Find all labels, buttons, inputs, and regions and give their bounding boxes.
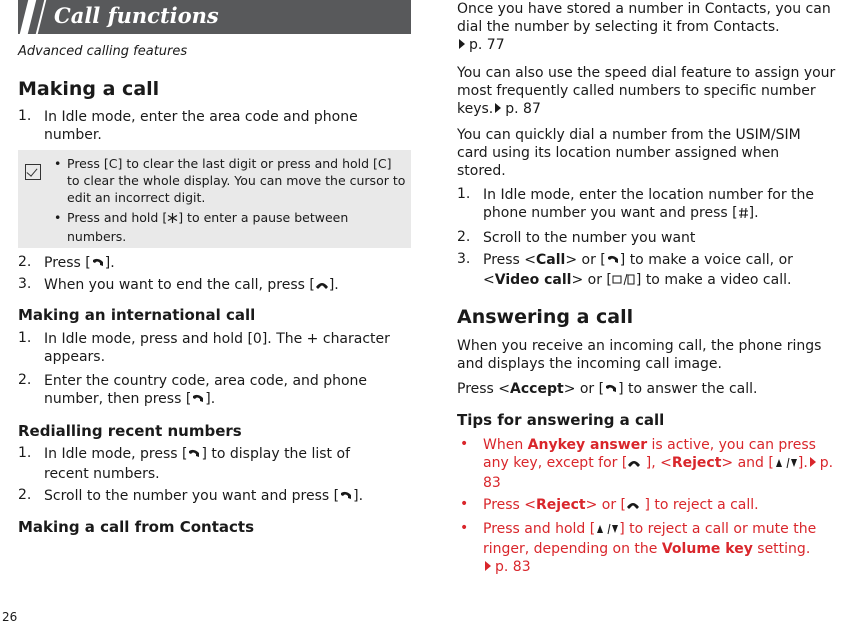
mk3-a: When you want to end the call, press [	[44, 277, 315, 293]
t2-c: > or [	[585, 497, 627, 513]
t1-anykey: Anykey answer	[527, 437, 648, 453]
making-step-2	[44, 254, 115, 274]
page-ref-arrow-icon	[485, 561, 491, 571]
tip-2	[483, 496, 843, 516]
send-key-icon	[339, 489, 353, 507]
t3-b: ] to reject a call or mute the ringer, depending on the	[483, 521, 817, 557]
redial-step-1	[44, 445, 394, 483]
send-key-icon	[91, 256, 105, 274]
page-number: 26	[2, 610, 18, 624]
volume-key-icon	[595, 522, 619, 540]
making-step-3	[44, 276, 339, 296]
intl-step-1: In Idle mode, press and hold [0]. The + character appears.	[44, 331, 390, 365]
s3-video-call: Video call	[494, 272, 572, 288]
tip-bullet: •	[460, 496, 469, 512]
a2-d: ] to answer the call.	[618, 381, 758, 397]
end-key-icon	[627, 456, 641, 474]
page-ref-arrow-icon	[495, 103, 501, 113]
tip-bullet: •	[460, 520, 469, 536]
a2-c: > or [	[563, 381, 605, 397]
p1-text: Once you have stored a number in Contacts, you can dial the number by selecting it from Contacts.	[457, 1, 831, 35]
t1-f: > and [	[721, 455, 774, 471]
t1-a: When	[483, 437, 528, 453]
in2-b: ].	[205, 391, 216, 407]
p1-ref: p. 77	[469, 37, 505, 53]
mk2-a: Press [	[44, 255, 91, 271]
s3-f: > or [	[571, 272, 612, 288]
tip-bullet: •	[460, 436, 469, 452]
usim-step-3	[483, 251, 843, 291]
heading-redialling: Redialling recent numbers	[18, 422, 242, 440]
note-item-1: Press [C] to clear the last digit or press and hold [C] to clear the whole display. You can move the cursor to edit an incorrect digit.	[67, 156, 406, 205]
note2-text-b: ] to enter a pause between numbers.	[67, 210, 349, 244]
send-key-icon	[604, 382, 618, 400]
step-number: 1.	[457, 186, 471, 202]
t2-d: ] to reject a call.	[640, 497, 759, 513]
t1-c: is active, you can press any key, except for [	[483, 437, 816, 471]
t2-reject: Reject	[536, 497, 586, 513]
end-key-icon	[626, 498, 640, 516]
step-number: 3.	[18, 276, 32, 292]
making-step-1: In Idle mode, enter the area code and phone number.	[44, 109, 358, 143]
step-number: 1.	[18, 445, 32, 461]
heading-call-from-contacts: Making a call from Contacts	[18, 518, 255, 536]
intl-step-2	[44, 372, 404, 410]
rd1-b: ] to display the list of recent numbers.	[44, 446, 350, 482]
step-number: 2.	[18, 372, 32, 388]
send-key-icon	[187, 447, 201, 465]
s3-c: > or [	[565, 252, 606, 268]
s3-d: ] to make a voice call, or <	[483, 252, 793, 288]
t1-d: ], <	[641, 455, 672, 471]
p2-ref: p. 87	[505, 101, 541, 117]
heading-international-call: Making an international call	[18, 306, 256, 324]
page-ref-arrow-icon	[810, 457, 816, 467]
t1-ref: p. 83	[483, 455, 834, 491]
accept-paragraph	[457, 380, 757, 400]
title-bar	[18, 0, 411, 34]
a2-a: Press <	[457, 381, 511, 397]
send-key-icon	[191, 392, 205, 410]
usim-step-2: Scroll to the number you want	[483, 230, 696, 246]
heading-answering-a-call: Answering a call	[457, 306, 634, 328]
s3-g: ] to make a video call.	[635, 272, 792, 288]
step-number: 2.	[18, 487, 32, 503]
step-number: 2.	[18, 254, 32, 270]
p2-text: You can also use the speed dial feature to assign your most frequently called numbers to specific number keys.	[457, 65, 836, 117]
s1-a: In Idle mode, enter the location number for the phone number you want and press [	[483, 187, 815, 221]
video-call-key-icon	[612, 273, 636, 291]
send-key-icon	[606, 253, 620, 271]
s1-b: ].	[748, 205, 759, 221]
end-key-icon	[315, 278, 329, 296]
mk2-b: ].	[104, 255, 115, 271]
note-bullet: •	[54, 210, 62, 225]
step-number: 1.	[18, 330, 32, 346]
tip-1	[483, 436, 843, 492]
t3-volume-key: Volume key	[661, 541, 753, 557]
t3-ref: p. 83	[495, 559, 531, 575]
step-number: 1.	[18, 108, 32, 124]
step-number: 2.	[457, 229, 471, 245]
mk3-b: ].	[328, 277, 339, 293]
usim-paragraph: You can quickly dial a number from the USIM/SIM card using its location number assigned when stored.	[457, 127, 801, 179]
speed-dial-paragraph	[457, 64, 837, 118]
page-title: Call functions	[54, 3, 219, 28]
tip-3	[483, 520, 845, 576]
note-bullet: •	[54, 156, 62, 171]
page-subtitle: Advanced calling features	[18, 44, 188, 59]
checkbox-note-icon	[25, 164, 41, 180]
rd2-a: Scroll to the number you want and press [	[44, 488, 340, 504]
t3-d: setting.	[752, 541, 811, 557]
t3-a: Press and hold [	[483, 521, 596, 537]
note-item-2	[67, 209, 407, 245]
heading-tips: Tips for answering a call	[457, 411, 665, 429]
note-box	[18, 150, 411, 248]
rd2-b: ].	[353, 488, 364, 504]
rd1-a: In Idle mode, press [	[44, 446, 188, 462]
t1-reject: Reject	[671, 455, 722, 471]
s3-call: Call	[536, 252, 566, 268]
usim-step-1	[483, 186, 843, 224]
a2-accept: Accept	[510, 381, 564, 397]
page-ref-arrow-icon	[459, 39, 465, 49]
in2-a: Enter the country code, area code, and phone number, then press [	[44, 373, 368, 407]
redial-step-2	[44, 487, 406, 507]
note2-text-a: Press and hold [	[67, 210, 168, 225]
t2-a: Press <	[483, 497, 537, 513]
answer-paragraph: When you receive an incoming call, the phone rings and displays the incoming call image.	[457, 338, 822, 372]
step-number: 3.	[457, 251, 471, 267]
volume-key-icon	[774, 456, 798, 474]
s3-a: Press <	[483, 252, 537, 268]
hash-key-icon	[738, 206, 749, 224]
heading-making-a-call: Making a call	[18, 78, 160, 100]
contacts-paragraph	[457, 0, 845, 54]
star-key-icon	[167, 211, 178, 228]
t1-g: ].	[797, 455, 808, 471]
